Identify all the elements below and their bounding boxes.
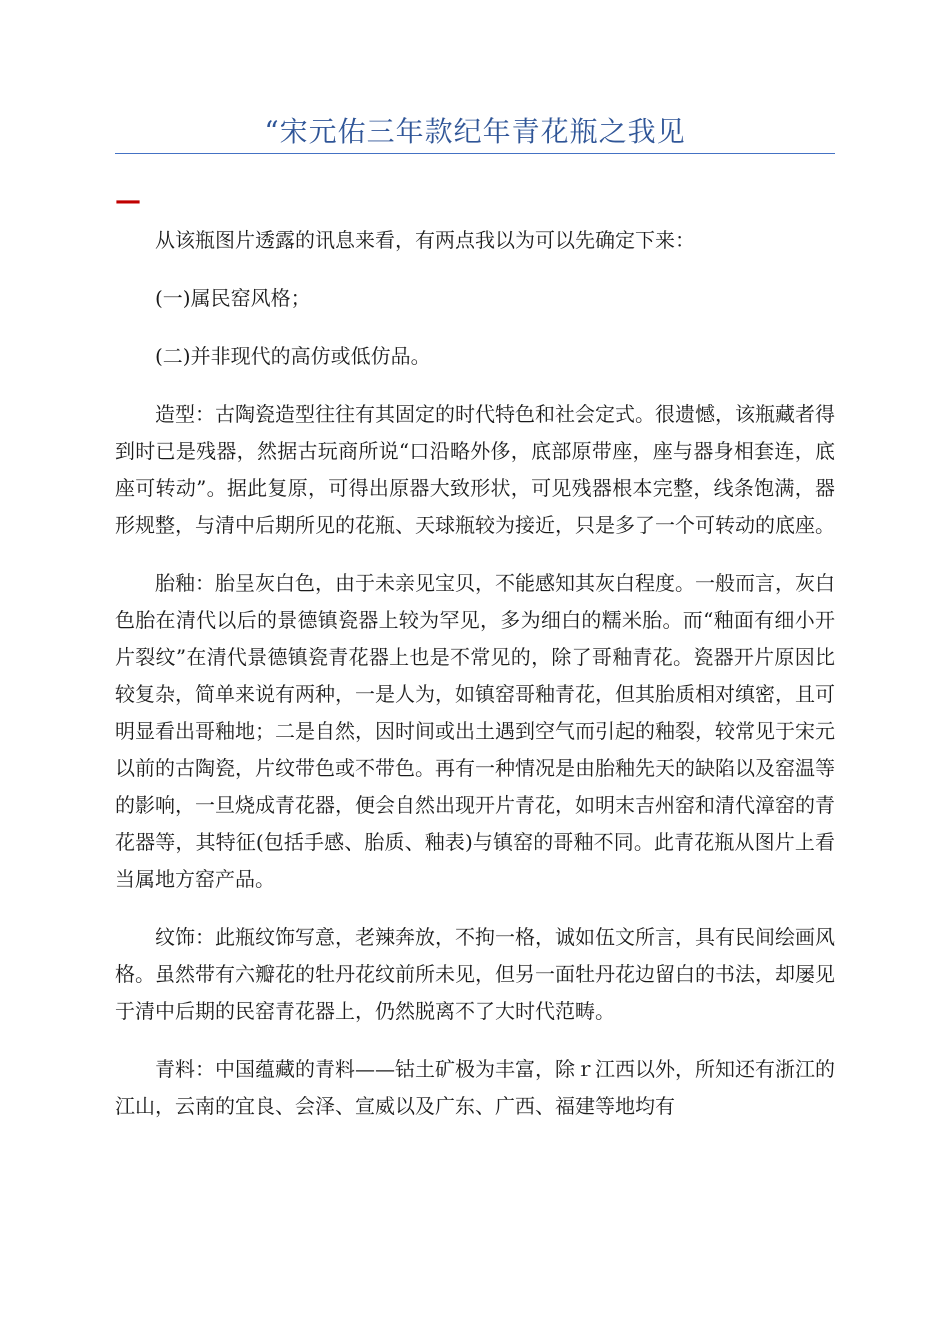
body-text <box>115 222 835 1146</box>
red-dash-mark: — <box>115 186 141 216</box>
paragraph-decoration: 纹饰：此瓶纹饰写意，老辣奔放，不拘一格，诚如伍文所言，具有民间绘画风格。虽然带有六瓣花的牡丹花纹前所未见，但另一面牡丹花边留白的书法，却屡见于清中后期的民窑青花器上，仍然脱离不了大时代范畴。 <box>115 925 835 1023</box>
paragraph-shape: 造型：古陶瓷造型往往有其固定的时代特色和社会定式。很遗憾，该瓶藏者得到时已是残器，然据古玩商所说“口沿略外侈，底部原带座，座与器身相套连，底座可转动”。据此复原，可得出原器大致形状，可见残器根本完整，线条饱满，器形规整，与清中后期所见的花瓶、天球瓶较为接近，只是多了一个可转动的底座。 <box>115 402 835 537</box>
paragraph-body-glaze: 胎釉：胎呈灰白色，由于未亲见宝贝，不能感知其灰白程度。一般而言，灰白色胎在清代以后的景德镇瓷器上较为罕见，多为细白的糯米胎。而“釉面有细小开片裂纹”在清代景德镇瓷青花器上也是不常见的，除了哥釉青花。瓷器开片原因比较复杂，简单来说有两种，一是人为，如镇窑哥釉青花，但其胎质相对缜密，且可明显看出哥釉地；二是自然，因时间或出土遇到空气而引起的釉裂，较常见于宋元以前的古陶瓷，片纹带色或不带色。再有一种情况是由胎釉先天的缺陷以及窑温等的影响，一旦烧成青花器，便会自然出现开片青花，如明末吉州窑和清代漳窑的青花器等，其特征(包括手感、胎质、釉表)与镇窑的哥釉不同。此青花瓶从图片上看当属地方窑产品。 <box>115 571 835 891</box>
title-underline <box>115 153 835 154</box>
paragraph-intro: 从该瓶图片透露的讯息来看，有两点我以为可以先确定下来： <box>155 228 695 252</box>
paragraph-point-one: (一)属民窑风格； <box>155 286 311 310</box>
paragraph-pigment: 青料：中国蕴藏的青料——钴土矿极为丰富，除ｒ江西以外，所知还有浙江的江山，云南的宜良、会泽、宣威以及广东、广西、福建等地均有 <box>115 1057 835 1118</box>
document-title: “宋元佑三年款纪年青花瓶之我见 <box>264 115 686 148</box>
paragraph-point-two: (二)并非现代的高仿或低仿品。 <box>155 344 431 368</box>
